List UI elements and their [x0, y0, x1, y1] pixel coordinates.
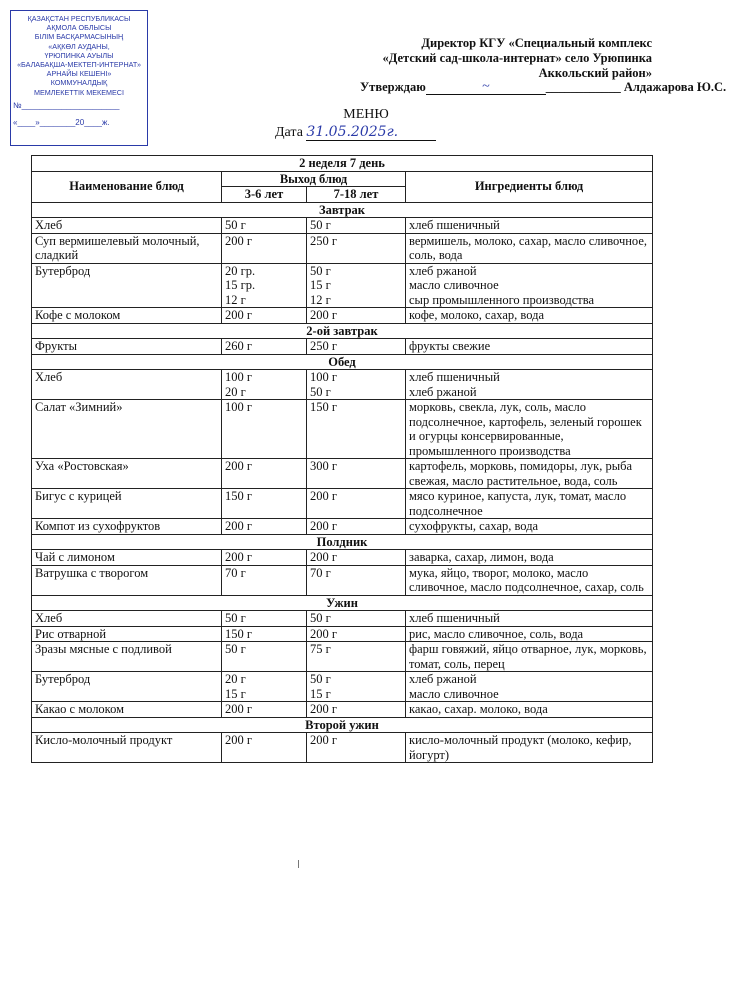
- portion-7-18: 250 г: [307, 339, 406, 355]
- dish-name: Бутерброд: [32, 672, 222, 702]
- table-row: [32, 339, 653, 355]
- portion-3-6: 100 г 20 г: [222, 370, 307, 400]
- table-row: [32, 626, 653, 642]
- portion-3-6: 150 г: [222, 626, 307, 642]
- portion-3-6: 200 г: [222, 308, 307, 324]
- table-row: [32, 370, 653, 400]
- signature: ~: [426, 82, 546, 95]
- section-row: [32, 202, 653, 218]
- header-line-1: Директор КГУ «Специальный комплекс: [421, 36, 652, 50]
- table-row: [32, 733, 653, 763]
- portion-7-18: 200 г: [307, 626, 406, 642]
- dish-name: Хлеб: [32, 611, 222, 627]
- section-title: Завтрак: [32, 202, 653, 218]
- ingredients: кисло-молочный продукт (молоко, кефир, йогурт): [406, 733, 653, 763]
- col-dish-header: Наименование блюд: [32, 171, 222, 202]
- menu-table: [31, 155, 653, 763]
- section-row: [32, 534, 653, 550]
- portion-3-6: 200 г: [222, 702, 307, 718]
- dish-name: Какао с молоком: [32, 702, 222, 718]
- portion-3-6: 50 г: [222, 611, 307, 627]
- dish-name: Рис отварной: [32, 626, 222, 642]
- scan-mark: [298, 860, 299, 868]
- date-label: Дата: [275, 125, 303, 140]
- dish-name: Фрукты: [32, 339, 222, 355]
- ingredients: рис, масло сливочное, соль, вода: [406, 626, 653, 642]
- dish-name: Салат «Зимний»: [32, 400, 222, 459]
- ingredients: мука, яйцо, творог, молоко, масло сливочное, масло подсолнечное, сахар, соль: [406, 565, 653, 595]
- dish-name: Хлеб: [32, 218, 222, 234]
- table-row: [32, 672, 653, 702]
- header-line-3: Аккольский район»: [538, 66, 652, 80]
- section-row: [32, 354, 653, 370]
- section-title: Полдник: [32, 534, 653, 550]
- table-row: [32, 263, 653, 308]
- approve-label: Утверждаю: [360, 80, 426, 94]
- portion-7-18: 250 г: [307, 233, 406, 263]
- table-row: [32, 565, 653, 595]
- ingredients: кофе, молоко, сахар, вода: [406, 308, 653, 324]
- stamp-line: КОММУНАЛДЫҚ: [50, 78, 108, 88]
- director-name: Алдажарова Ю.С.: [623, 80, 727, 94]
- portion-7-18: 300 г: [307, 459, 406, 489]
- ingredients: мясо куриное, капуста, лук, томат, масло подсолнечное: [406, 489, 653, 519]
- table-row: [32, 550, 653, 566]
- stamp-line: «БАЛАБАҚША-МЕКТЕП-ИНТЕРНАТ»: [17, 60, 141, 70]
- portion-3-6: 20 г 15 г: [222, 672, 307, 702]
- stamp-number: №______________________: [13, 100, 120, 110]
- ingredients: морковь, свекла, лук, соль, масло подсолнечное, картофель, зеленый горошек и огурцы консервированные, промышленного производства: [406, 400, 653, 459]
- dish-name: Бигус с курицей: [32, 489, 222, 519]
- ingredients: заварка, сахар, лимон, вода: [406, 550, 653, 566]
- portion-3-6: 200 г: [222, 459, 307, 489]
- stamp-line: АҚМОЛА ОБЛЫСЫ: [46, 23, 112, 33]
- portion-7-18: 200 г: [307, 519, 406, 535]
- portion-7-18: 200 г: [307, 550, 406, 566]
- ingredients: хлеб пшеничный: [406, 218, 653, 234]
- section-title: Обед: [32, 354, 653, 370]
- ingredients: хлеб ржаной масло сливочное: [406, 672, 653, 702]
- portion-7-18: 50 г 15 г: [307, 672, 406, 702]
- col-age-7-18-header: 7-18 лет: [307, 187, 406, 203]
- week-day-header: 2 неделя 7 день: [32, 156, 653, 172]
- portion-7-18: 50 г: [307, 218, 406, 234]
- col-output-header: Выход блюд: [222, 171, 406, 187]
- col-ingredients-header: Ингредиенты блюд: [406, 171, 653, 202]
- portion-7-18: 75 г: [307, 642, 406, 672]
- stamp-line: БІЛІМ БАСҚАРМАСЫНЫҢ: [34, 32, 124, 42]
- page-title: МЕНЮ: [343, 107, 389, 122]
- table-row: [32, 519, 653, 535]
- stamp-line: «АҚКӨЛ АУДАНЫ,: [48, 41, 110, 51]
- dish-name: Кофе с молоком: [32, 308, 222, 324]
- table-row: [32, 308, 653, 324]
- section-title: Ужин: [32, 595, 653, 611]
- dish-name: Уха «Ростовская»: [32, 459, 222, 489]
- ingredients: картофель, морковь, помидоры, лук, рыба свежая, масло растительное, вода, соль: [406, 459, 653, 489]
- section-row: [32, 595, 653, 611]
- section-row: [32, 323, 653, 339]
- date-line: [275, 124, 436, 141]
- approval-header: [292, 36, 652, 81]
- ingredients: вермишель, молоко, сахар, масло сливочное, соль, вода: [406, 233, 653, 263]
- table-row: [32, 218, 653, 234]
- portion-3-6: 50 г: [222, 642, 307, 672]
- dish-name: Компот из сухофруктов: [32, 519, 222, 535]
- col-age-3-6-header: 3-6 лет: [222, 187, 307, 203]
- table-row: [32, 611, 653, 627]
- section-title: 2-ой завтрак: [32, 323, 653, 339]
- ingredients: хлеб пшеничный: [406, 611, 653, 627]
- portion-3-6: 50 г: [222, 218, 307, 234]
- dish-name: Зразы мясные с подливой: [32, 642, 222, 672]
- official-stamp: [10, 10, 148, 146]
- table-row: [32, 702, 653, 718]
- portion-7-18: 100 г 50 г: [307, 370, 406, 400]
- ingredients: фрукты свежие: [406, 339, 653, 355]
- dish-name: Бутерброд: [32, 263, 222, 308]
- portion-7-18: 200 г: [307, 489, 406, 519]
- section-row: [32, 717, 653, 733]
- portion-7-18: 150 г: [307, 400, 406, 459]
- date-value: 31.05.2025г.: [306, 124, 436, 141]
- dish-name: Суп вермишелевый молочный, сладкий: [32, 233, 222, 263]
- dish-name: Ватрушка с творогом: [32, 565, 222, 595]
- portion-3-6: 70 г: [222, 565, 307, 595]
- ingredients: хлеб ржаной масло сливочное сыр промышленного производства: [406, 263, 653, 308]
- header-line-2: «Детский сад-школа-интернат» село Урюпинка: [382, 51, 652, 65]
- portion-3-6: 200 г: [222, 733, 307, 763]
- table-row: [32, 400, 653, 459]
- table-row: [32, 233, 653, 263]
- portion-7-18: 200 г: [307, 733, 406, 763]
- portion-3-6: 100 г: [222, 400, 307, 459]
- stamp-line: ҮРЮПИНКА АУЫЛЫ: [44, 50, 114, 60]
- portion-3-6: 260 г: [222, 339, 307, 355]
- portion-3-6: 200 г: [222, 233, 307, 263]
- dish-name: Чай с лимоном: [32, 550, 222, 566]
- portion-3-6: 200 г: [222, 550, 307, 566]
- table-row: [32, 642, 653, 672]
- approve-line: Утверждаю ~ ____________ Алдажарова Ю.С.: [360, 79, 727, 94]
- stamp-line: МЕМЛЕКЕТТІК МЕКЕМЕСІ: [34, 87, 124, 97]
- section-title: Второй ужин: [32, 717, 653, 733]
- table-row: [32, 489, 653, 519]
- portion-7-18: 50 г: [307, 611, 406, 627]
- ingredients: какао, сахар. молоко, вода: [406, 702, 653, 718]
- menu-body: [32, 202, 653, 763]
- stamp-date: «____»________20____ж.: [13, 118, 110, 128]
- portion-7-18: 200 г: [307, 308, 406, 324]
- dish-name: Кисло-молочный продукт: [32, 733, 222, 763]
- table-row: [32, 459, 653, 489]
- portion-3-6: 20 гр. 15 гр. 12 г: [222, 263, 307, 308]
- portion-7-18: 200 г: [307, 702, 406, 718]
- portion-3-6: 200 г: [222, 519, 307, 535]
- portion-7-18: 70 г: [307, 565, 406, 595]
- ingredients: фарш говяжий, яйцо отварное, лук, морковь, томат, соль, перец: [406, 642, 653, 672]
- stamp-line: АРНАЙЫ КЕШЕНІ»: [46, 69, 112, 79]
- stamp-line: ҚАЗАҚСТАН РЕСПУБЛИКАСЫ: [27, 14, 131, 23]
- dish-name: Хлеб: [32, 370, 222, 400]
- portion-3-6: 150 г: [222, 489, 307, 519]
- portion-7-18: 50 г 15 г 12 г: [307, 263, 406, 308]
- ingredients: сухофрукты, сахар, вода: [406, 519, 653, 535]
- ingredients: хлеб пшеничный хлеб ржаной: [406, 370, 653, 400]
